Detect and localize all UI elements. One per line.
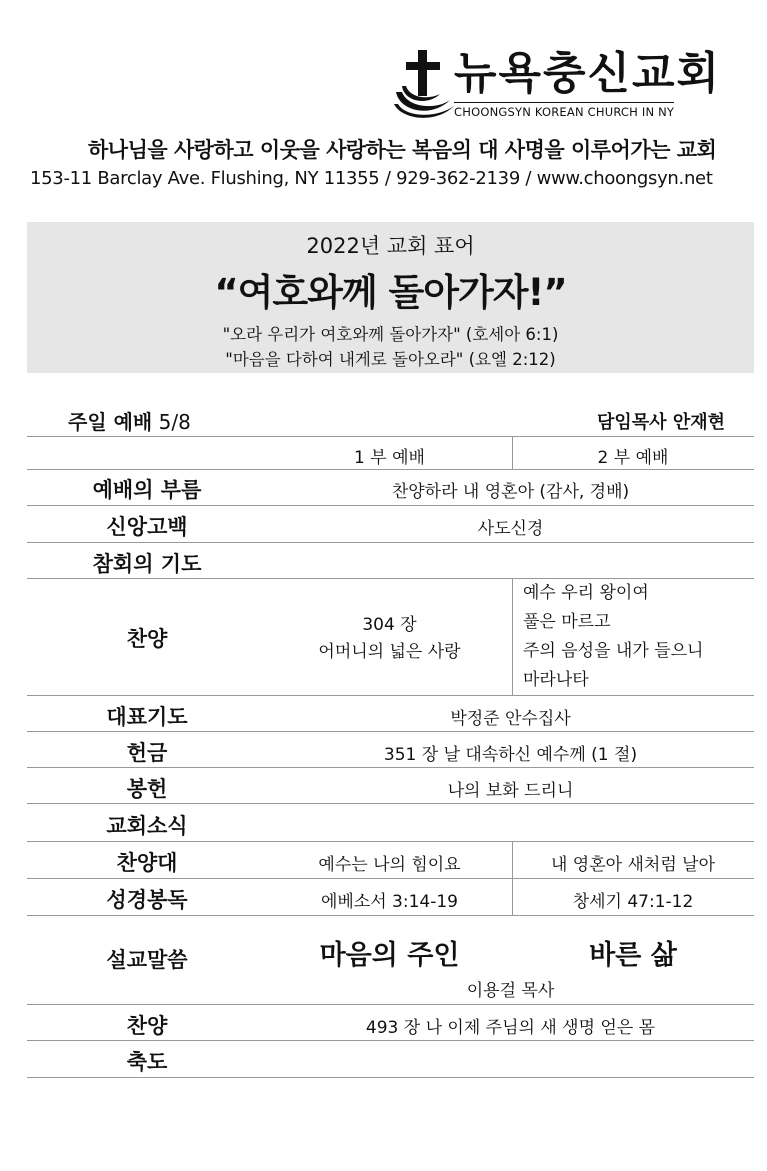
row-value: 사도신경 [477, 519, 544, 539]
row-label: 대표기도 [106, 705, 188, 729]
motto-verse-1: "오라 우리가 여호와께 돌아가자" (호세아 6:1) [222, 325, 559, 344]
sermon-title-second: 바른 삶 [589, 940, 677, 971]
table-row-sermon [27, 916, 754, 1005]
column-second-service: 2 부 예배 [597, 448, 669, 468]
mission-statement: 하나님을 사랑하고 이웃을 사랑하는 복음의 대 사명을 이루어가는 교회 [88, 138, 717, 162]
praise-song: 마라나타 [523, 670, 589, 690]
motto-slogan: “여호와께 돌아가자!” [214, 271, 567, 314]
choir-first-service: 예수는 나의 힘이요 [318, 855, 461, 875]
table-row-choir [27, 842, 754, 879]
hymn-title: 어머니의 넓은 사랑 [318, 642, 461, 662]
church-address: 153-11 Barclay Ave. Flushing, NY 11355 / 929-362-2139 / www.choongsyn.net [30, 168, 713, 189]
table-row-news [27, 804, 754, 842]
hymn-number: 304 장 [362, 615, 417, 635]
table-row-prayer [27, 696, 754, 732]
table-row-closing-hymn [27, 1005, 754, 1041]
row-label: 교회소식 [106, 814, 188, 838]
row-label: 예배의 부름 [92, 478, 202, 502]
table-row-benediction [27, 1041, 754, 1078]
choir-second-service: 내 영혼아 새처럼 날아 [550, 855, 715, 875]
scripture-first-service: 에베소서 3:14-19 [320, 892, 459, 912]
row-label: 설교말씀 [106, 948, 188, 972]
praise-first-service [267, 612, 512, 666]
praise-second-service [523, 579, 753, 695]
service-date: 5/8 [158, 410, 191, 434]
row-value: 찬양하라 내 영혼아 (감사, 경배) [391, 482, 630, 502]
church-name: 뉴욕충신교회 [454, 48, 722, 99]
row-value: 박정준 안수집사 [450, 709, 571, 729]
row-label: 참회의 기도 [92, 552, 202, 576]
scripture-second-service: 창세기 47:1-12 [572, 892, 694, 912]
row-value: 493 장 나 이제 주님의 새 생명 얻은 몸 [365, 1018, 656, 1038]
row-label: 봉헌 [126, 777, 168, 801]
table-row-call [27, 469, 754, 506]
cross-wave-icon [392, 48, 456, 120]
senior-pastor: 담임목사 안재현 [597, 412, 725, 433]
row-value: 나의 보화 드리니 [447, 781, 574, 801]
column-first-service: 1 부 예배 [354, 448, 425, 468]
row-label: 성경봉독 [106, 888, 188, 912]
table-row-repentance [27, 543, 754, 579]
table-row-columns [27, 436, 754, 470]
motto-verse-2: "마음을 다하여 내게로 돌아오라" (요엘 2:12) [225, 350, 556, 369]
service-title [68, 406, 191, 435]
row-label: 신앙고백 [106, 515, 188, 539]
preacher: 이용걸 목사 [466, 981, 555, 1001]
row-label: 찬양대 [116, 851, 178, 875]
motto-year: 2022년 교회 표어 [306, 234, 475, 258]
table-row-offering [27, 732, 754, 768]
table-row-scripture [27, 879, 754, 916]
row-label: 축도 [126, 1050, 168, 1074]
row-label: 헌금 [126, 741, 168, 765]
row-label: 찬양 [126, 1014, 168, 1038]
church-english-name: CHOONGSYN KOREAN CHURCH IN NY [454, 102, 674, 119]
column-divider [512, 579, 513, 695]
sermon-title-first: 마음의 주인 [319, 940, 460, 971]
praise-song: 풀은 마르고 [523, 612, 611, 632]
table-row-dedication [27, 768, 754, 804]
service-name: 주일 예배 [68, 410, 153, 434]
motto-box [27, 222, 754, 373]
row-value: 351 장 날 대속하신 예수께 (1 절) [383, 745, 638, 765]
row-label: 찬양 [126, 627, 168, 651]
church-logo [392, 48, 742, 123]
praise-song: 예수 우리 왕이여 [523, 583, 649, 603]
table-row-creed [27, 506, 754, 543]
table-row-praise [27, 579, 754, 696]
praise-song: 주의 음성을 내가 들으니 [523, 641, 704, 661]
